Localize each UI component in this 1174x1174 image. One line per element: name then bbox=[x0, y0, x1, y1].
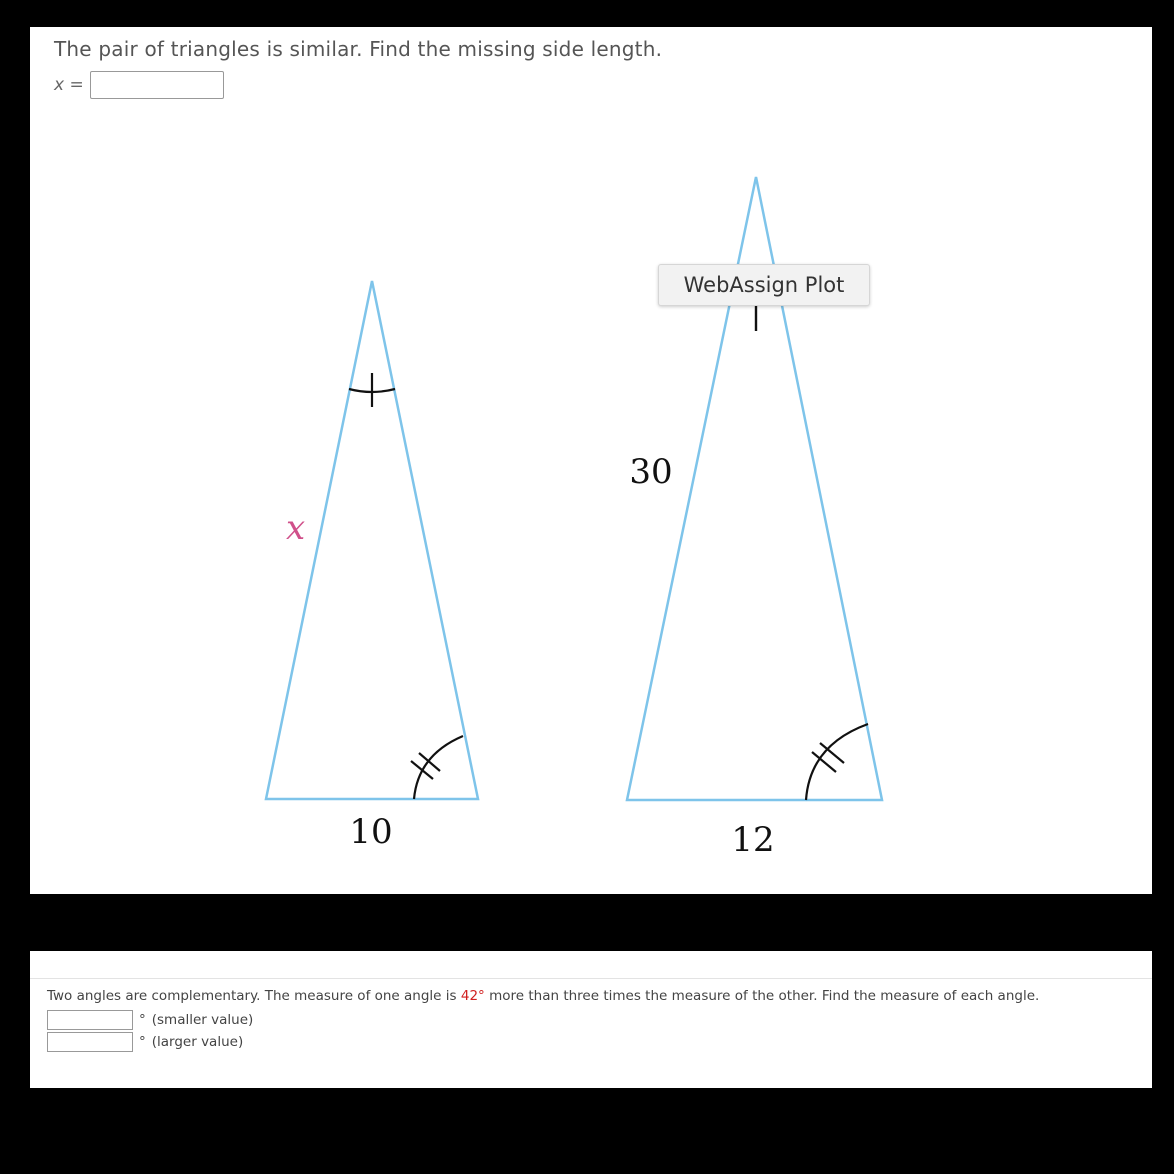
left-base-angle-tick-1 bbox=[411, 761, 433, 779]
similar-triangles-figure bbox=[30, 27, 1152, 894]
question-panel-2 bbox=[30, 951, 1152, 1088]
answer-label: x = bbox=[54, 75, 84, 95]
degree-unit: ° bbox=[139, 1034, 146, 1050]
larger-value-hint: (larger value) bbox=[151, 1034, 244, 1050]
larger-value-input[interactable] bbox=[47, 1032, 133, 1052]
right-base-angle-tick-1 bbox=[812, 752, 836, 772]
divider bbox=[30, 978, 1152, 979]
smaller-value-row bbox=[47, 1010, 253, 1030]
smaller-value-input[interactable] bbox=[47, 1010, 133, 1030]
question-1-prompt: The pair of triangles is similar. Find the missing side length. bbox=[54, 37, 663, 61]
right-base-angle-arc bbox=[806, 724, 868, 800]
question-2-prompt bbox=[47, 988, 1039, 1004]
highlighted-value: 42° bbox=[460, 988, 485, 1004]
right-side-label: 30 bbox=[629, 452, 673, 492]
question-panel-1 bbox=[30, 27, 1152, 894]
prompt-text-end: more than three times the measure of the other. Find the measure of each angle. bbox=[484, 988, 1040, 1004]
left-side-label-x: x bbox=[286, 508, 306, 548]
smaller-value-hint: (smaller value) bbox=[151, 1012, 254, 1028]
degree-unit: ° bbox=[139, 1012, 146, 1028]
webassign-plot-tooltip: WebAssign Plot bbox=[658, 264, 870, 306]
larger-value-row bbox=[47, 1032, 243, 1052]
left-base-angle-arc bbox=[414, 736, 463, 799]
left-base-angle-tick-2 bbox=[419, 753, 440, 771]
right-base-label: 12 bbox=[731, 820, 775, 860]
left-base-label: 10 bbox=[349, 812, 393, 852]
prompt-text-start: Two angles are complementary. The measure of one angle is bbox=[47, 988, 461, 1004]
